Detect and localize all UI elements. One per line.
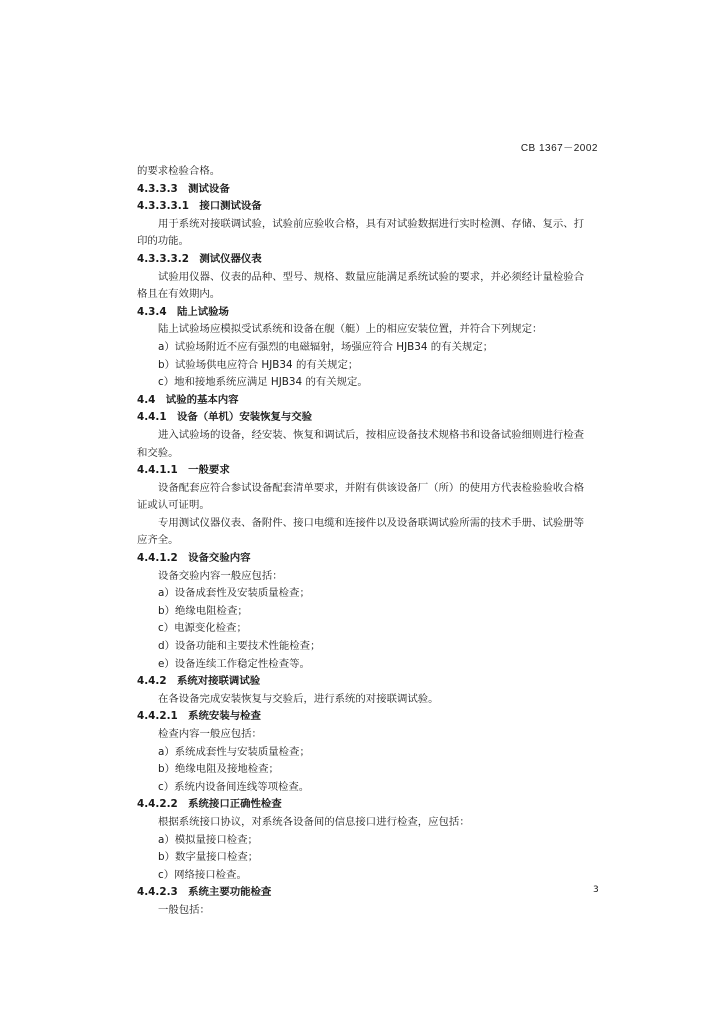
body-text-line: 试验用仪器、仪表的品种、型号、规格、数量应能满足系统试验的要求，并必须经计量检验合 [158,270,585,283]
body-text-line: 的要求检验合格。 [137,165,221,177]
section-heading: 4.3.4 陆上试验场 [137,305,229,318]
body-text-line: a）系统成套性与安装质量检查； [158,745,310,758]
page-number: 3 [593,885,599,895]
body-text-line: c）地和接地系统应满足 HJB34 的有关规定。 [158,376,368,389]
body-text-line: b）绝缘电阻及接地检查； [158,763,279,776]
section-heading: 4.4 试验的基本内容 [137,393,239,406]
section-heading: 4.4.2.3 系统主要功能检查 [137,886,272,899]
body-text-line: 和交验。 [137,446,179,459]
section-heading: 4.4.2.1 系统安装与检查 [137,710,261,723]
section-heading: 4.4.1.2 设备交验内容 [137,552,251,565]
body-text-line: c）网络接口检查。 [158,868,247,881]
body-text-line: 设备交验内容一般应包括： [158,569,283,582]
section-heading: 4.4.1 设备（单机）安装恢复与交验 [137,411,313,424]
body-text-line: 专用测试仪器仪表、备附件、接口电缆和连接件以及设备联调试验所需的技术手册、试验册等 [158,516,585,529]
section-heading: 4.3.3.3.2 测试仪器仪表 [137,252,262,265]
body-text-line: b）绝缘电阻检查； [158,604,248,617]
document-body [137,163,603,920]
body-text-line: 在各设备完成安装恢复与交验后，进行系统的对接联调试验。 [158,692,439,705]
body-text-line: 应齐全。 [137,534,179,547]
body-text-line: 用于系统对接联调试验，试验前应验收合格，具有对试验数据进行实时检测、存储、复示、打 [158,217,585,230]
body-text-line: a）试验场附近不应有强烈的电磁辐射，场强应符合 HJB34 的有关规定； [158,340,494,353]
body-text-line: 印的功能。 [137,235,189,248]
body-text-line: e）设备连续工作稳定性检查等。 [158,657,310,670]
document-code: CB 1367－2002 [520,143,598,154]
body-text-line: d）设备功能和主要技术性能检查； [158,640,321,653]
section-heading: 4.4.1.1 一般要求 [137,464,230,477]
section-heading: 4.4.2 系统对接联调试验 [137,675,261,688]
body-text-line: 根据系统接口协议，对系统各设备间的信息接口进行检查，应包括： [158,815,470,828]
body-text-line: 陆上试验场应模拟受试系统和设备在舰（艇）上的相应安装位置，并符合下列规定： [158,323,543,336]
section-heading: 4.3.3.3.1 接口测试设备 [137,200,262,213]
body-text-line: 格且在有效期内。 [137,288,221,301]
body-text-line: 证或认可证明。 [137,499,210,512]
body-text-line: 一般包括： [158,903,210,916]
body-text-line: a）模拟量接口检查； [158,833,258,846]
body-text-line: 设备配套应符合参试设备配套清单要求，并附有供该设备厂（所）的使用方代表检验验收合格 [158,481,585,494]
body-text-line: 进入试验场的设备，经安装、恢复和调试后，按相应设备技术规格书和设备试验细则进行检查 [158,428,585,441]
body-text-line: a）设备成套性及安装质量检查； [158,587,310,600]
body-text-line: 检查内容一般应包括： [158,728,262,740]
section-heading: 4.3.3.3 测试设备 [137,182,230,195]
body-text-line: c）电源变化检查； [158,622,247,635]
body-text-line: b）试验场供电应符合 HJB34 的有关规定； [158,358,359,371]
section-heading: 4.4.2.2 系统接口正确性检查 [137,798,282,811]
body-text-line: b）数字量接口检查； [158,851,259,864]
body-text-line: c）系统内设备间连线等项检查。 [158,780,310,793]
